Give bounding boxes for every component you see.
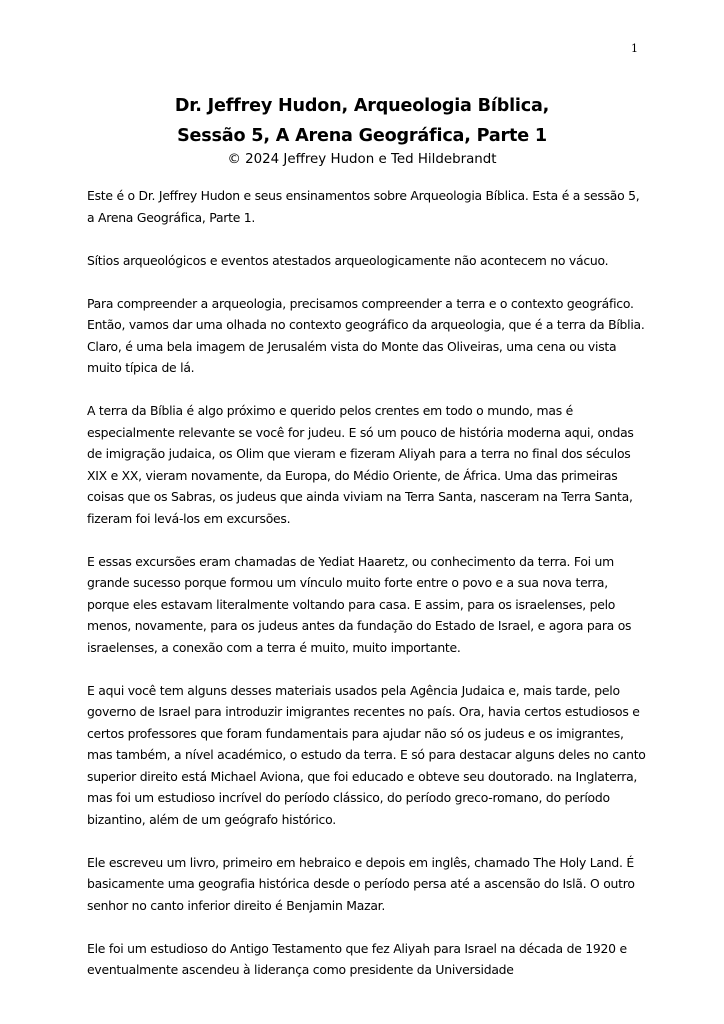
page-number: 1 xyxy=(631,42,638,55)
paragraph: Ele escreveu um livro, primeiro em hebraico e depois em inglês, chamado The Holy Land. É basicamente uma geografia histórica desde o período persa até a ascensão do Islã. O outro senhor no canto inferior direito é Benjamin Mazar. xyxy=(87,854,635,913)
document-body xyxy=(87,185,647,1002)
copyright-line: © 2024 Jeffrey Hudon e Ted Hildebrandt xyxy=(227,152,497,167)
paragraph: A terra da Bíblia é algo próximo e querido pelos crentes em todo o mundo, mas é especialmente relevante se você for judeu. E só um pouco de história moderna aqui, ondas de imigração judaica, os Olim que vieram e fizeram Aliyah para a terra no final dos séculos XIX e XX, vieram novamente, da Europa, do Médio Oriente, de África. Uma das primeiras coisas que os Sabras, os judeus que ainda viviam na Terra Santa, nasceram na Terra Santa, fizeram foi levá-los em excursões. xyxy=(87,403,634,526)
paragraph: Ele foi um estudioso do Antigo Testamento que fez Aliyah para Israel na década de 1920 e eventualmente ascendeu à liderança como presidente da Universidade xyxy=(87,940,627,977)
paragraph: Sítios arqueológicos e eventos atestados arqueologicamente não acontecem no vácuo. xyxy=(87,252,609,268)
paragraph: Para compreender a arqueologia, precisamos compreender a terra e o contexto geográfico. Então, vamos dar uma olhada no contexto geográfico da arqueologia, que é a terra da Bíblia. Claro, é uma bela imagem de Jerusalém vista do Monte das Oliveiras, uma cena ou vista muito típica de lá. xyxy=(87,295,645,375)
paragraph: E aqui você tem alguns desses materiais usados pela Agência Judaica e, mais tarde, pelo governo de Israel para introduzir imigrantes recentes no país. Ora, havia certos estudiosos e certos professores que foram fundamentais para ajudar não só os judeus e os imigrantes, mas também, a nível académico, o estudo da terra. E só para destacar alguns deles no canto superior direito está Michael Aviona, que foi educado e obteve seu doutorado. na Inglaterra, mas foi um estudioso incrível do período clássico, do período greco-romano, do período bizantino, além de um geógrafo histórico. xyxy=(87,682,646,827)
document-header xyxy=(0,91,724,169)
title-line-1: Dr. Jeffrey Hudon, Arqueologia Bíblica, xyxy=(174,96,550,116)
title-line-2: Sessão 5, A Arena Geográfica, Parte 1 xyxy=(177,126,547,146)
paragraph: E essas excursões eram chamadas de Yediat Haaretz, ou conhecimento da terra. Foi um grande sucesso porque formou um vínculo muito forte entre o povo e a sua nova terra, porque eles estavam literalmente voltando para casa. E assim, para os israelenses, pelo menos, novamente, para os judeus antes da fundação do Estado de Israel, e agora para os israelenses, a conexão com a terra é muito, muito importante. xyxy=(87,553,632,655)
paragraph: Este é o Dr. Jeffrey Hudon e seus ensinamentos sobre Arqueologia Bíblica. Esta é a sessão 5, a Arena Geográfica, Parte 1. xyxy=(87,188,640,225)
